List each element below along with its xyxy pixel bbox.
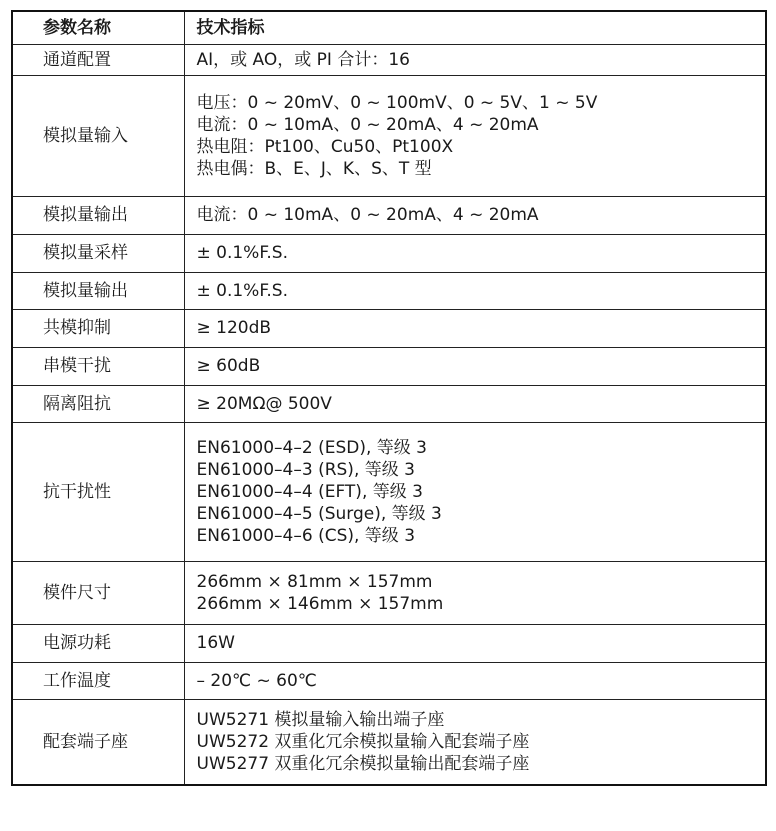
spec-table: [11, 10, 767, 786]
table-row: [12, 624, 766, 662]
value-line: UW5271 模拟量输入输出端子座: [196, 709, 445, 730]
row-value: [184, 699, 766, 785]
row-value: [184, 624, 766, 662]
table-row: [12, 44, 766, 75]
row-value: [184, 196, 766, 234]
header-param-name: 参数名称: [12, 11, 184, 44]
row-value: [184, 234, 766, 272]
row-name: 隔离阻抗: [12, 385, 184, 422]
value-line: 热电阻：Pt100、Cu50、Pt100X: [196, 136, 454, 157]
value-line: ≥ 60dB: [196, 356, 261, 376]
value-line: 16W: [196, 633, 235, 653]
value-line: EN61000–4–3 (RS), 等级 3: [196, 459, 415, 480]
row-name: 串模干扰: [12, 347, 184, 385]
value-line: UW5277 双重化冗余模拟量输出配套端子座: [196, 753, 530, 774]
table-row: [12, 234, 766, 272]
table-row: [12, 699, 766, 785]
table-row: [12, 196, 766, 234]
row-name: 电源功耗: [12, 624, 184, 662]
value-line: AI，或 AO，或 PI 合计：16: [196, 49, 410, 70]
row-value: [184, 309, 766, 347]
row-value: [184, 347, 766, 385]
table-row: [12, 272, 766, 309]
table-row: [12, 385, 766, 422]
row-name: 模拟量输入: [12, 75, 184, 196]
value-line: EN61000–4–5 (Surge), 等级 3: [196, 503, 442, 524]
value-line: EN61000–4–6 (CS), 等级 3: [196, 525, 416, 546]
table-row: [12, 561, 766, 624]
row-name: 配套端子座: [12, 699, 184, 785]
row-value: [184, 561, 766, 624]
value-line: 266mm × 146mm × 157mm: [196, 593, 444, 614]
value-line: ± 0.1%F.S.: [196, 280, 288, 301]
row-name: 模拟量采样: [12, 234, 184, 272]
row-value: [184, 75, 766, 196]
header-spec: 技术指标: [184, 11, 766, 44]
row-name: 共模抑制: [12, 309, 184, 347]
value-line: – 20℃ ~ 60℃: [196, 670, 317, 691]
row-value: [184, 385, 766, 422]
row-name: 工作温度: [12, 662, 184, 699]
row-name: 模件尺寸: [12, 561, 184, 624]
value-line: 电流：0 ~ 10mA、0 ~ 20mA、4 ~ 20mA: [196, 205, 539, 225]
value-line: ≥ 20MΩ@ 500V: [196, 393, 332, 414]
value-line: 266mm × 81mm × 157mm: [196, 571, 433, 592]
table-row: [12, 309, 766, 347]
table-row: [12, 75, 766, 196]
value-line: 电压：0 ~ 20mV、0 ~ 100mV、0 ~ 5V、1 ~ 5V: [196, 92, 598, 113]
row-name: 抗干扰性: [12, 422, 184, 561]
value-line: ≥ 120dB: [196, 318, 272, 338]
row-value: [184, 422, 766, 561]
value-line: EN61000–4–2 (ESD), 等级 3: [196, 437, 427, 458]
row-name: 通道配置: [12, 44, 184, 75]
table-row: [12, 347, 766, 385]
value-line: 电流：0 ~ 10mA、0 ~ 20mA、4 ~ 20mA: [196, 114, 539, 135]
row-name: 模拟量输出: [12, 272, 184, 309]
value-line: UW5272 双重化冗余模拟量输入配套端子座: [196, 731, 530, 752]
row-value: [184, 662, 766, 699]
value-line: 热电偶：B、E、J、K、S、T 型: [196, 158, 432, 179]
value-line: EN61000–4–4 (EFT), 等级 3: [196, 481, 423, 502]
row-value: [184, 272, 766, 309]
table-row: [12, 422, 766, 561]
row-name: 模拟量输出: [12, 196, 184, 234]
header-row: [12, 11, 766, 44]
row-value: [184, 44, 766, 75]
table-row: [12, 662, 766, 699]
value-line: ± 0.1%F.S.: [196, 243, 288, 263]
